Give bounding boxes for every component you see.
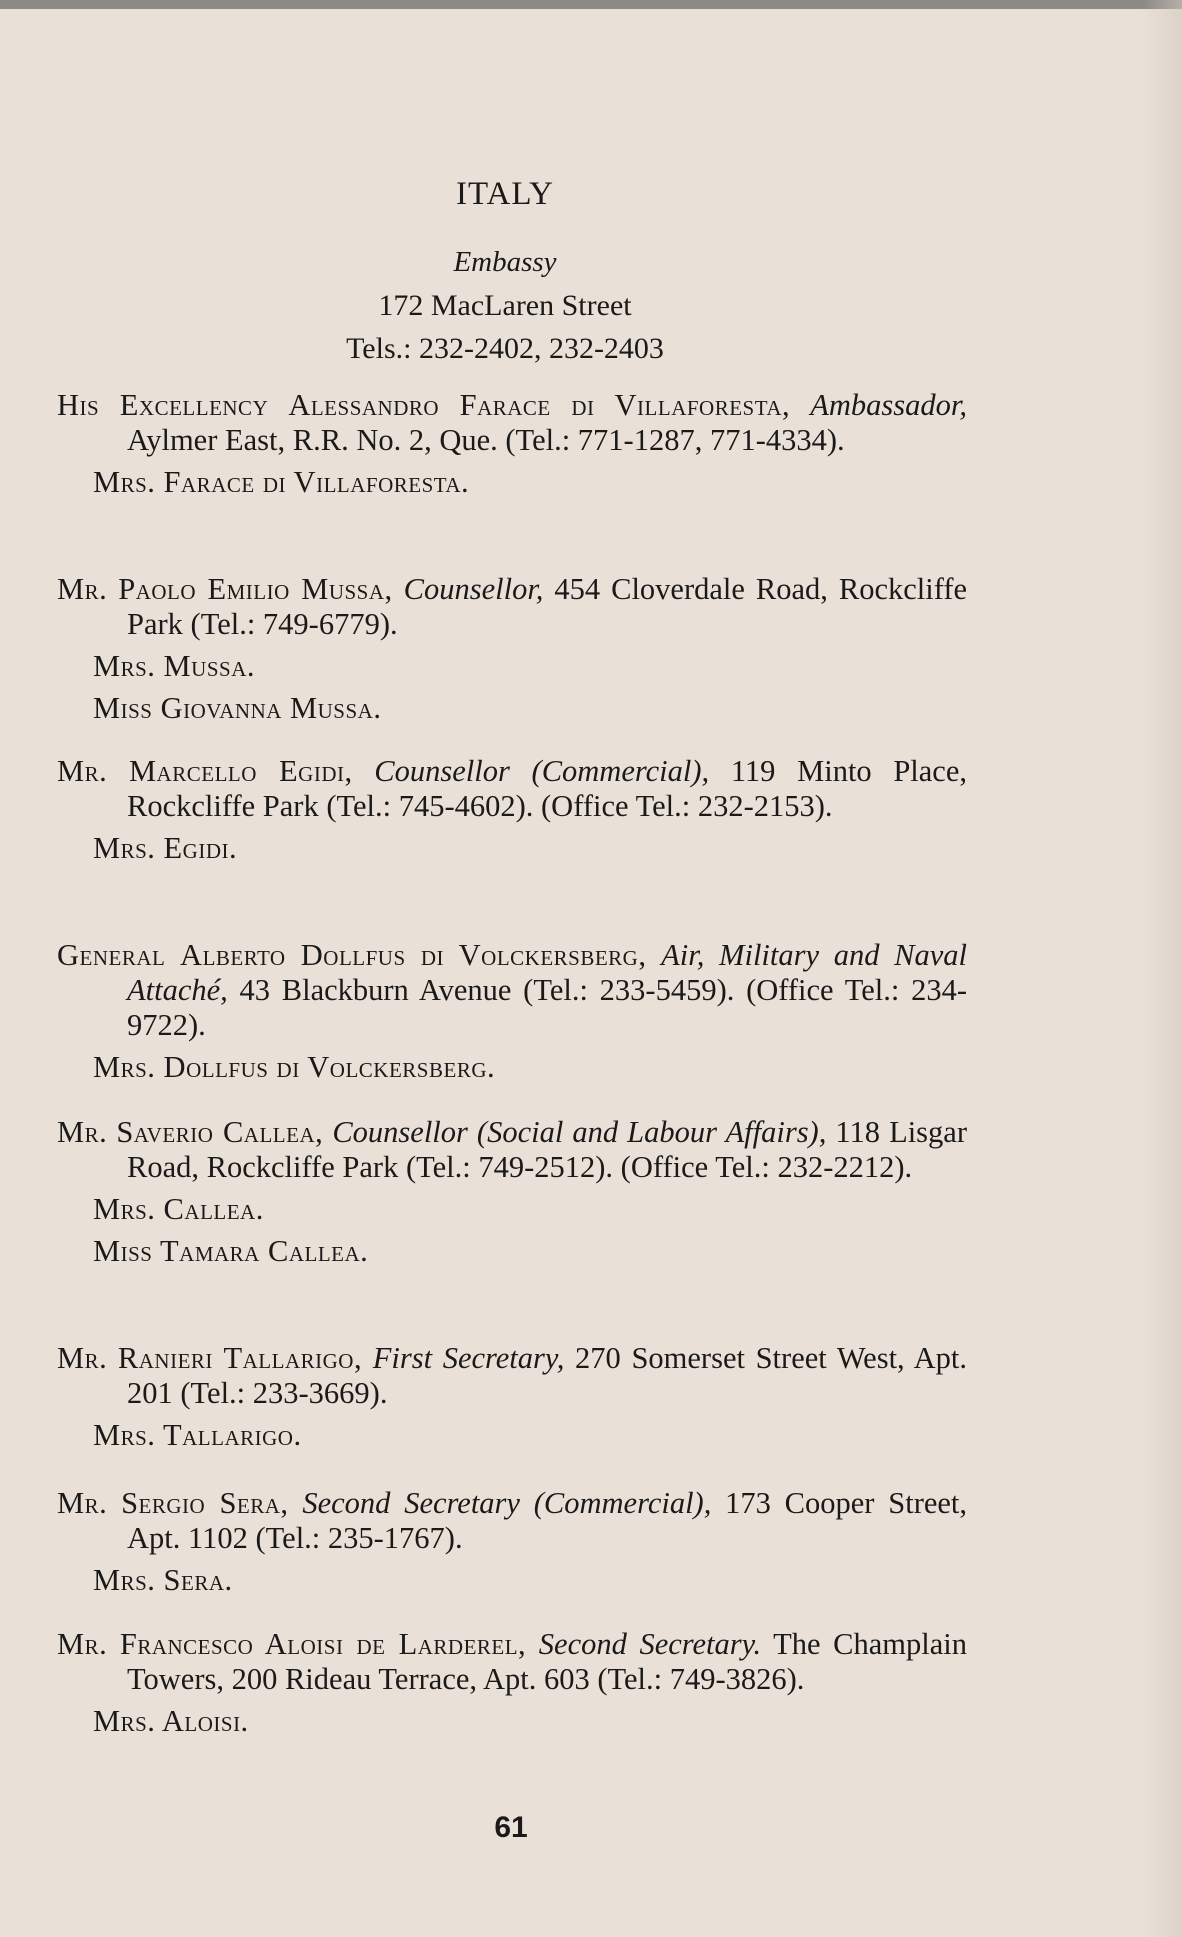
family-member: Mrs. Dollfus di Volckersberg. [93,1050,496,1084]
staff-name: Alessandro Farace di Villaforesta, [288,388,791,422]
embassy-address: 172 MacLaren Street [378,289,632,322]
staff-title: First Secretary, [372,1341,565,1375]
honorific: His Excellency [57,388,269,422]
country-heading: ITALY [455,176,555,212]
scan-top-edge [0,0,1182,9]
staff-entry [57,572,967,726]
family-member: Mrs. Sera. [93,1563,233,1597]
family-member: Mrs. Callea. [93,1192,264,1226]
staff-name: Francesco Aloisi de Larderel, [119,1627,527,1661]
staff-entry [57,388,967,500]
honorific: Mr. [57,1627,108,1661]
staff-name: Marcello Egidi, [128,754,353,788]
embassy-phones: Tels.: 232-2402, 232-2403 [346,332,664,365]
family-member: Mrs. Aloisi. [93,1704,249,1738]
staff-entry [57,1486,967,1598]
staff-name: Saverio Callea, [116,1115,324,1149]
staff-entry [57,1341,967,1453]
staff-details: 454 Cloverdale Road, Rockcliffe Park (Tel.: 749-6779). [127,572,968,641]
staff-entry [57,1115,967,1269]
family-member: Mrs. Mussa. [93,649,255,683]
staff-name: Sergio Sera, [121,1486,289,1520]
staff-title: Counsellor, [403,572,544,606]
page-number: 61 [494,1811,528,1844]
staff-details: The Champlain Towers, 200 Rideau Terrace, Apt. 603 (Tel.: 749-3826). [127,1627,968,1696]
staff-entry [57,1627,967,1739]
honorific: General [57,938,166,972]
staff-details: Aylmer East, R.R. No. 2, Que. (Tel.: 771-1287, 771-4334). [127,423,845,457]
staff-entry [57,938,967,1085]
staff-title: Counsellor (Social and Labour Affairs), [332,1115,827,1149]
honorific: Mr. [57,754,108,788]
family-member: Mrs. Farace di Villaforesta. [93,465,470,499]
section-heading: Embassy [453,246,557,278]
staff-title: Counsellor (Commercial), [374,754,710,788]
family-member: Mrs. Egidi. [93,831,238,865]
staff-details: 173 Cooper Street, Apt. 1102 (Tel.: 235-1767). [127,1486,968,1555]
family-member: Mrs. Tallarigo. [93,1418,302,1452]
staff-title: Second Secretary (Commercial), [302,1486,712,1520]
staff-name: Alberto Dollfus di Volckersberg, [180,938,647,972]
staff-title: Air, Military and Naval Attaché, [127,938,967,1007]
honorific: Mr. [57,572,108,606]
honorific: Mr. [57,1341,108,1375]
staff-title: Ambassador, [810,388,968,422]
staff-details: 270 Somerset Street West, Apt. 201 (Tel.: 233-3669). [127,1341,968,1410]
staff-name: Paolo Emilio Mussa, [118,572,393,606]
family-member: Miss Giovanna Mussa. [93,691,382,725]
honorific: Mr. [57,1115,108,1149]
staff-details: 119 Minto Place, Rockcliffe Park (Tel.: 745-4602). (Office Tel.: 232-2153). [127,754,968,823]
staff-name: Ranieri Tallarigo, [117,1341,363,1375]
honorific: Mr. [57,1486,108,1520]
staff-details: 118 Lisgar Road, Rockcliffe Park (Tel.: 749-2512). (Office Tel.: 232-2212). [127,1115,967,1184]
family-member: Miss Tamara Callea. [93,1234,369,1268]
staff-entry [57,754,967,866]
staff-title: Second Secretary. [538,1627,762,1661]
page-right-edge-shadow [1142,0,1182,1937]
staff-details: 43 Blackburn Avenue (Tel.: 233-5459). (Office Tel.: 234-9722). [127,973,967,1042]
